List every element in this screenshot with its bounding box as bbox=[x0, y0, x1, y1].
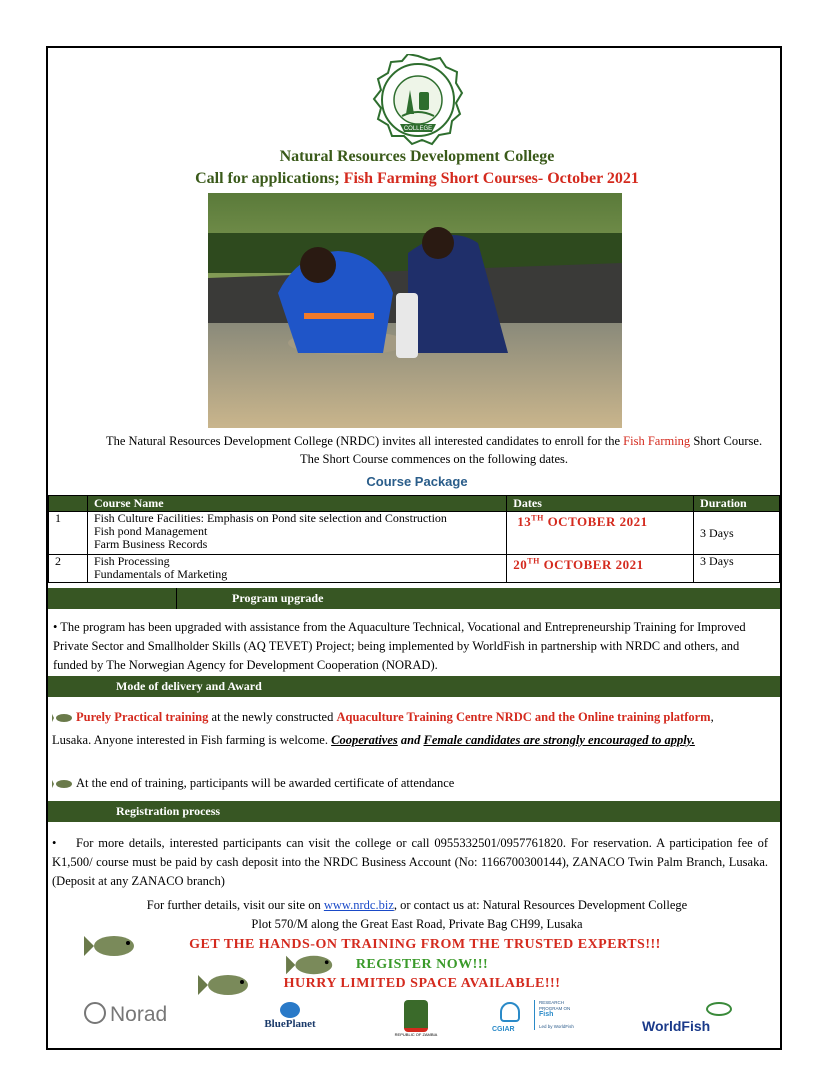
intro-text: The Natural Resources Development College (NRDC) invites all interested candidates to enroll for the Fish Farming Short Course. The Short Course commences on the following dates. bbox=[105, 434, 763, 466]
org-name: Natural Resources Development College bbox=[279, 148, 555, 165]
course-table-header bbox=[49, 496, 780, 512]
website-link[interactable]: www.nrdc.biz bbox=[323, 898, 394, 912]
course-table bbox=[48, 495, 780, 583]
row-courses: Fish Culture Facilities: Emphasis on Pond site selection and Construction Fish pond Management Farm Business Records bbox=[87, 512, 506, 555]
delivery-text: Purely Practical training at the newly constructed Aquaculture Training Centre NRDC and the Online training platform, Lusaka. Anyone interested in Fish farming is welcome. Cooperatives and Female candidates are strongly encouraged to apply. bbox=[52, 710, 714, 747]
col-dates-header: Dates bbox=[507, 496, 694, 512]
worldfish-icon bbox=[706, 1002, 732, 1016]
slogan-3: HURRY LIMITED SPACE AVAILABLE!!! bbox=[283, 976, 561, 991]
row-date: 13TH OCTOBER 2021 bbox=[507, 512, 694, 555]
blueplanet-icon bbox=[280, 1002, 300, 1018]
upgrade-title: Program upgrade bbox=[177, 588, 780, 609]
fish-pond-photo bbox=[208, 193, 622, 428]
award-text: At the end of training, participants will be awarded certificate of attendance bbox=[52, 774, 742, 793]
zambia-logo: REPUBLIC OF ZAMBIA bbox=[388, 1000, 444, 1037]
row-date: 20TH OCTOBER 2021 bbox=[507, 555, 694, 583]
norad-logo: Norad bbox=[84, 1002, 167, 1027]
logo-college-text: COLLEGE bbox=[403, 126, 433, 132]
row-courses: Fish Processing Fundamentals of Marketing bbox=[87, 555, 506, 583]
registration-text: • For more details, interested participants can visit the college or call 0955332501/0957761820. For reservation. A participation fee of K1,500/ course must be paid by cash deposit into the NRDC Business Account (No: 1166700300144), ZANACO Twin Palm Branch, Lusaka. (Deposit at any ZANACO branch) bbox=[52, 836, 768, 888]
col-duration-header: Duration bbox=[694, 496, 780, 512]
col-course-header: Course Name bbox=[87, 496, 506, 512]
slogan-2: REGISTER NOW!!! bbox=[355, 957, 489, 972]
upgrade-text: • The program has been upgraded with assistance from the Aquaculture Technical, Vocational and Entrepreneurship Training for Improved Private Sector and Smallholder Skills (AQ TEVET) Project; being implemented by WorldFish in partnership with NRDC and others, and funded by The Norwegian Agency for Development Cooperation (NORAD). bbox=[53, 620, 746, 672]
row-duration: 3 Days bbox=[694, 512, 780, 555]
blueplanet-logo: BluePlanet bbox=[248, 1002, 332, 1030]
partner-logos: Norad BluePlanet REPUBLIC OF ZAMBIA CGIAR RESEARCH PROGRAM ON Fish Led by WorldFish WorldFish bbox=[48, 998, 780, 1046]
fish-bullet-icon bbox=[52, 713, 76, 723]
registration-title: Registration process bbox=[48, 801, 780, 822]
cgiar-icon bbox=[500, 1002, 520, 1022]
package-title: Course Package bbox=[366, 474, 468, 489]
nrdc-logo bbox=[372, 54, 464, 146]
slogan-1: GET THE HANDS-ON TRAINING FROM THE TRUSTED EXPERTS!!! bbox=[189, 937, 661, 952]
further-details: For further details, visit our site on www.nrdc.biz, or contact us at: Natural Resources Development College Plot 570/M along the Great East Road, Private Bag CH99, Lusaka bbox=[146, 898, 688, 931]
row-duration: 3 Days bbox=[694, 555, 780, 583]
delivery-title: Mode of delivery and Award bbox=[48, 676, 780, 697]
worldfish-logo: WorldFish bbox=[642, 1004, 710, 1034]
table-row bbox=[49, 555, 780, 583]
row-num: 2 bbox=[49, 555, 88, 583]
zambia-coat-of-arms-icon bbox=[404, 1000, 428, 1032]
row-num: 1 bbox=[49, 512, 88, 555]
norad-icon bbox=[84, 1002, 106, 1024]
fish-bullet-icon bbox=[52, 779, 76, 789]
col-num-header bbox=[49, 496, 88, 512]
table-row bbox=[49, 512, 780, 555]
upgrade-bar-left bbox=[48, 588, 177, 609]
call-title: Call for applications; Fish Farming Short Courses- October 2021 bbox=[195, 170, 639, 187]
